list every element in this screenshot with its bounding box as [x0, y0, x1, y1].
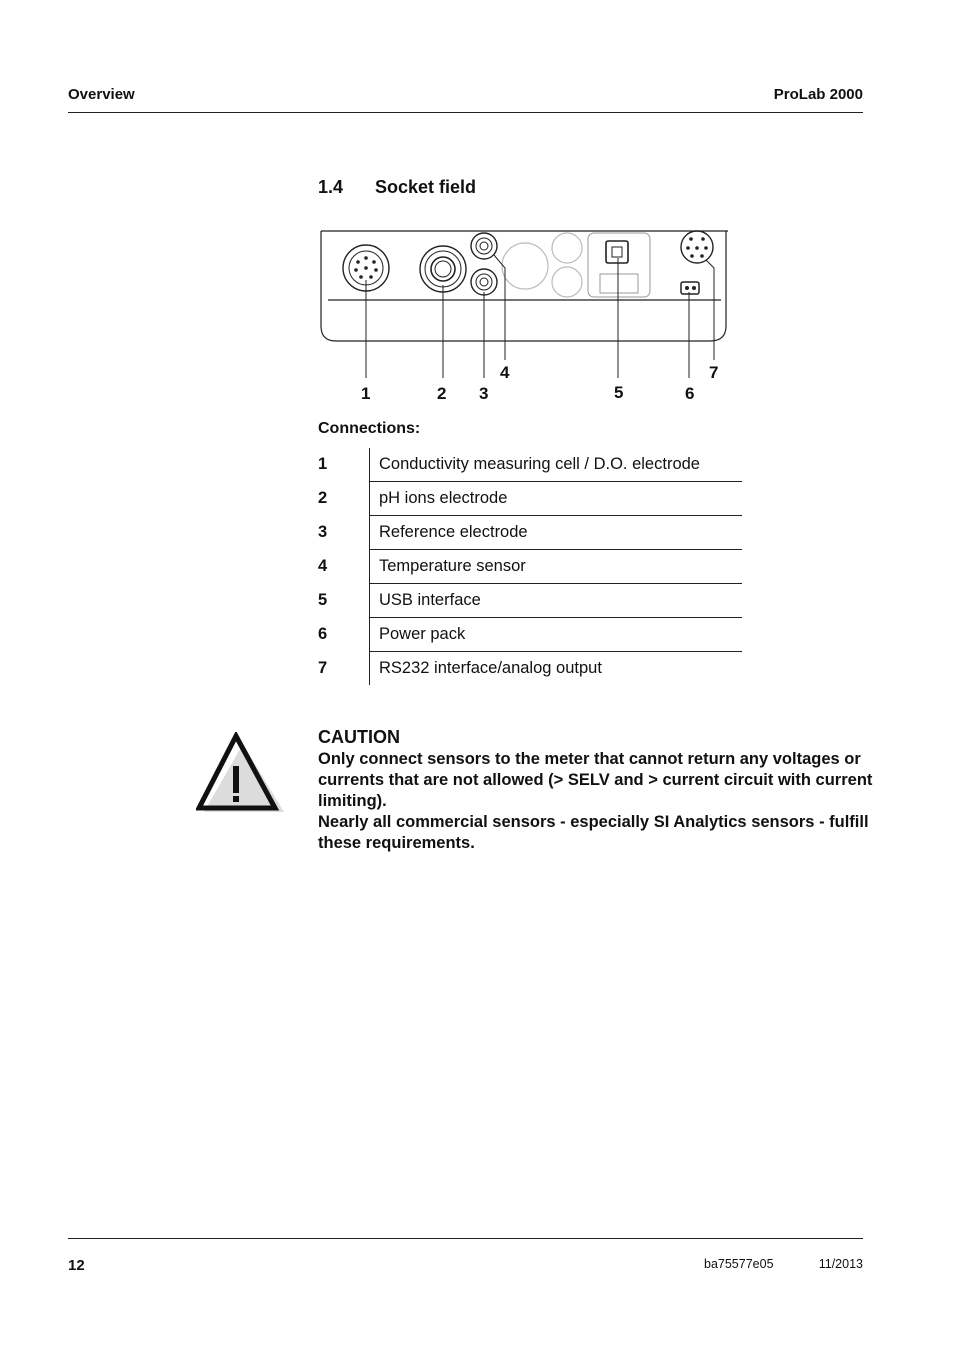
warning-triangle-icon — [196, 732, 286, 814]
connection-description: pH ions electrode — [370, 482, 743, 516]
connection-number: 1 — [318, 455, 328, 474]
header-rule — [68, 112, 863, 113]
document-date: 11/2013 — [818, 1257, 863, 1271]
table-row — [318, 448, 742, 482]
document-id: ba75577e05 — [704, 1257, 774, 1271]
connection-description: USB interface — [370, 584, 743, 618]
table-row — [318, 550, 742, 584]
table-row — [318, 482, 742, 516]
caution-paragraph-1: Only connect sensors to the meter that cannot return any voltages or currents that are not allowed (> SELV and > current circuit with current limiting). — [318, 750, 873, 810]
figure-label-5: 5 — [614, 383, 624, 402]
connection-description: Conductivity measuring cell / D.O. electrode — [370, 448, 743, 482]
caution-paragraph-2: Nearly all commercial sensors - especially SI Analytics sensors - fulfill these requirements. — [318, 813, 869, 852]
figure-label-7: 7 — [709, 363, 719, 382]
footer-rule — [68, 1238, 863, 1239]
table-row — [318, 652, 742, 686]
section-title: Socket field — [375, 177, 477, 197]
section-number: 1.4 — [318, 177, 344, 197]
connection-description: Power pack — [370, 618, 743, 652]
connections-table — [318, 448, 742, 685]
connection-number: 3 — [318, 523, 328, 541]
page-number: 12 — [68, 1257, 85, 1274]
header-section: Overview — [68, 86, 135, 103]
connection-number: 5 — [318, 591, 328, 609]
figure-label-2: 2 — [437, 384, 447, 403]
connection-number: 7 — [318, 658, 328, 677]
connection-description: Temperature sensor — [370, 550, 743, 584]
table-row — [318, 618, 742, 652]
connection-description: RS232 interface/analog output — [370, 652, 743, 686]
header-product: ProLab 2000 — [773, 86, 863, 103]
connection-number: 4 — [318, 557, 328, 575]
connection-number: 2 — [318, 489, 328, 507]
caution-text — [318, 749, 878, 854]
connection-number: 6 — [318, 625, 328, 643]
connection-description: Reference electrode — [370, 516, 743, 550]
figure-label-3: 3 — [479, 384, 489, 403]
connections-heading: Connections: — [318, 420, 421, 437]
socket-panel-drawing — [318, 228, 730, 410]
figure-label-4: 4 — [500, 363, 510, 382]
table-row — [318, 584, 742, 618]
caution-title: CAUTION — [318, 727, 400, 747]
table-row — [318, 516, 742, 550]
section-heading — [318, 177, 476, 198]
figure-label-6: 6 — [685, 384, 695, 403]
socket-field-figure — [318, 228, 730, 410]
figure-label-1: 1 — [361, 384, 371, 403]
